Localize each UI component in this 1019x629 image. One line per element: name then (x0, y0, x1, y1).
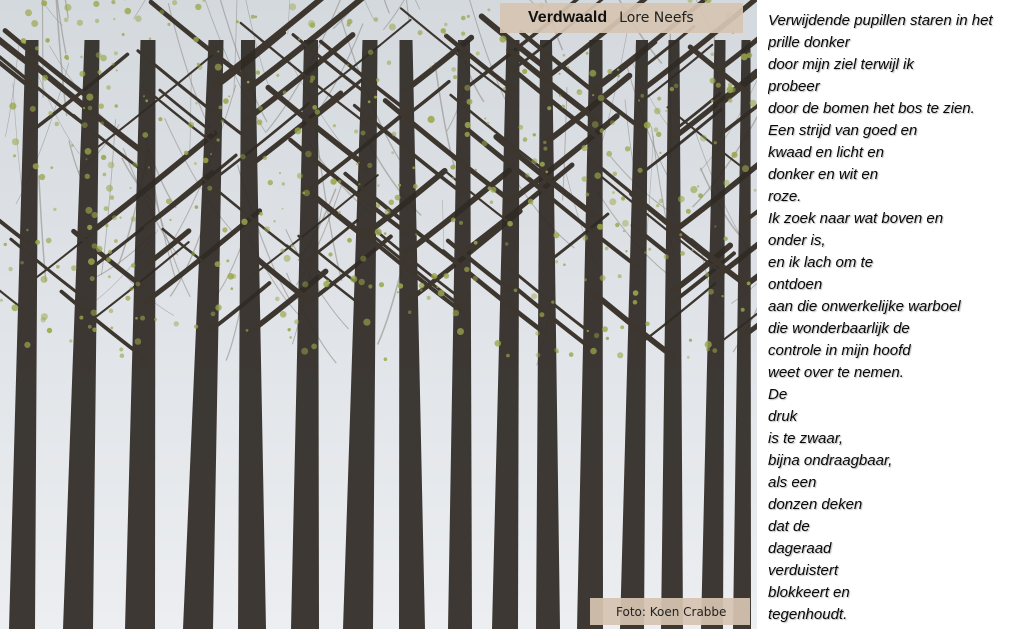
poem-title: Verdwaald (528, 9, 608, 26)
poem-line: donzen deken (768, 496, 863, 513)
poem-line: roze. (768, 188, 802, 205)
poem-line: blokkeert en (768, 584, 850, 601)
poem-line: bijna ondraagbaar, (768, 452, 893, 469)
photo-credit: Foto: Koen Crabbe (616, 604, 727, 619)
poem-line: door de bomen het bos te zien. (768, 100, 975, 117)
poem-text (768, 10, 1016, 626)
photo-credit-banner (590, 598, 750, 625)
poem-line: probeer (768, 78, 820, 95)
poem-line: ontdoen (768, 276, 823, 293)
poem-line: dageraad (768, 540, 832, 557)
poem-line: en ik lach om te (768, 254, 874, 271)
poem-line: door mijn ziel terwijl ik (768, 56, 914, 73)
poem-line: onder is, (768, 232, 826, 249)
poem-line: Ik zoek naar wat boven en (768, 210, 944, 227)
poem-line: De (768, 386, 788, 403)
poem-line: controle in mijn hoofd (768, 342, 911, 359)
poem-line: als een (768, 474, 817, 491)
poem-line: tegenhoudt. (768, 606, 848, 623)
poem-line: kwaad en licht en (768, 144, 884, 161)
poem-author: Lore Neefs (619, 10, 694, 26)
poem-line: weet over te nemen. (768, 364, 904, 381)
poem-line: Verwijdende pupillen staren in het (768, 12, 993, 29)
poem-line: dat de (768, 518, 810, 535)
poem-line: verduistert (768, 562, 839, 579)
poem-line: Een strijd van goed en (768, 122, 918, 139)
poem-line: die wonderbaarlijk de (768, 320, 910, 337)
title-banner (500, 3, 743, 33)
poem-line: aan die onwerkelijke warboel (768, 298, 961, 315)
poem-line: donker en wit en (768, 166, 879, 183)
poem-line: is te zwaar, (768, 430, 844, 447)
poem-line: druk (768, 408, 798, 425)
poem-line: prille donker (768, 34, 850, 51)
